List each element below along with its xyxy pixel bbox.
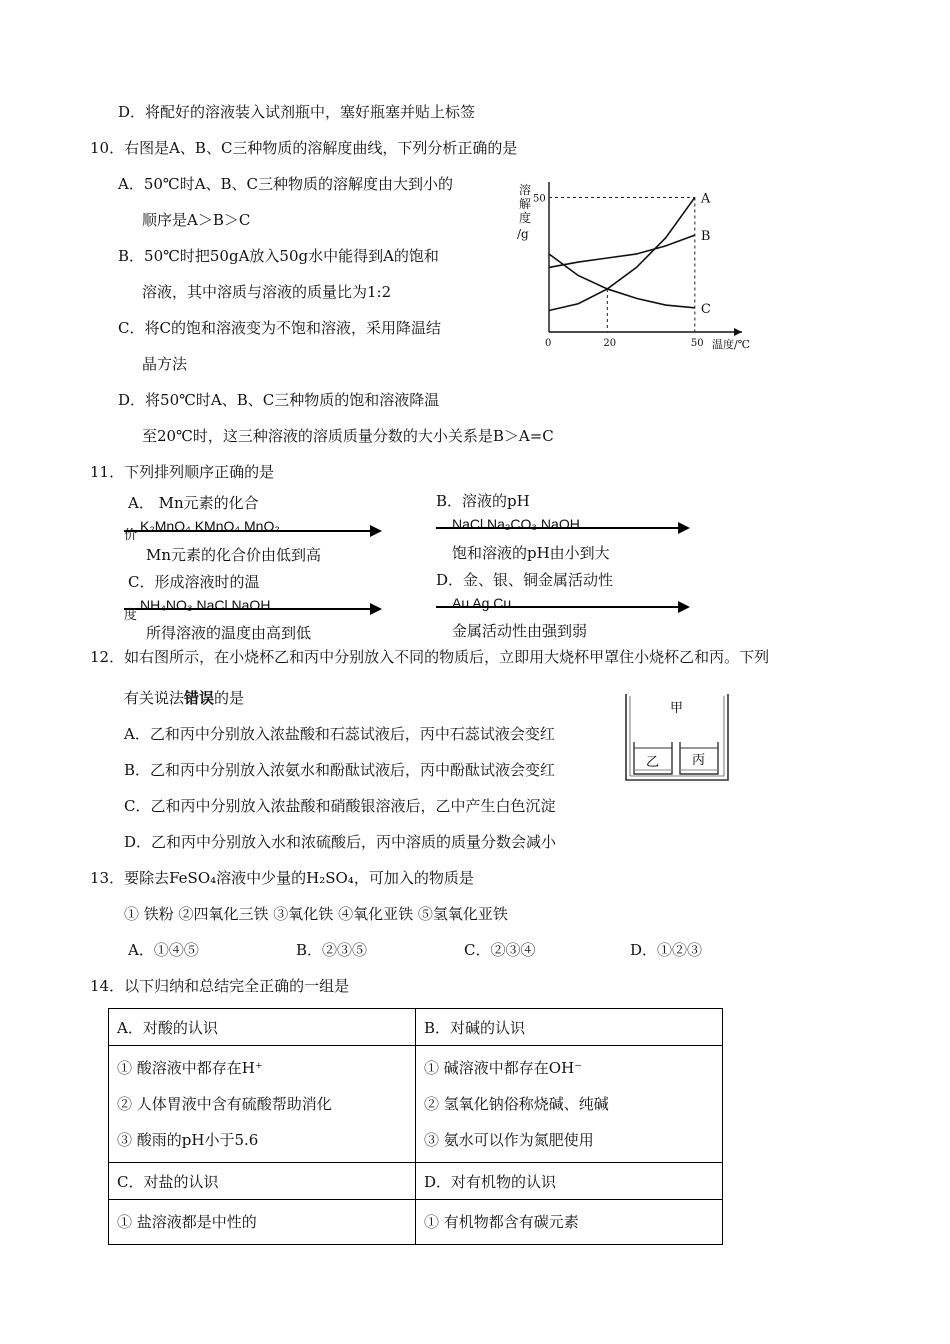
q12-emphasis: 错误	[184, 689, 215, 707]
q11-b-arrow	[436, 527, 688, 529]
x-tick-label: 20	[603, 338, 617, 349]
q14-stem: 14．以下归纳和总结完全正确的一组是	[90, 977, 350, 995]
cell-a-item: ② 人体胃液中含有硫酸帮助消化	[117, 1095, 332, 1113]
cell-d-body	[416, 1200, 723, 1245]
q10-option-a-cont: 顺序是A＞B＞C	[142, 211, 251, 229]
solubility-chart	[505, 170, 751, 355]
series-line-b	[549, 235, 695, 267]
series-line-c	[549, 254, 695, 308]
y-axis-label: 度	[519, 211, 532, 225]
x-tick-label: 0	[545, 338, 552, 349]
cell-c-head: C．对盐的认识	[109, 1163, 416, 1200]
q10-option-b: B．50℃时把50gA放入50g水中能得到A的饱和	[118, 247, 439, 265]
series-label-a: A	[700, 191, 711, 207]
q11-a-arrow	[124, 530, 380, 532]
q13-option-a: A．①④⑤	[128, 941, 199, 959]
cell-d-item: ① 有机物都含有碳元素	[424, 1213, 579, 1231]
series-label-b: B	[700, 229, 711, 245]
cell-b-item: ② 氢氧化钠俗称烧碱、纯碱	[424, 1095, 609, 1113]
q9-option-d: D．将配好的溶液装入试剂瓶中，塞好瓶塞并贴上标签	[118, 103, 476, 121]
q12-option-a: A．乙和丙中分别放入浓盐酸和石蕊试液后，丙中石蕊试液会变红	[124, 725, 555, 743]
q11-d-title: D．金、银、铜金属活动性	[436, 571, 614, 589]
cell-b-head: B．对碱的认识	[416, 1009, 723, 1046]
q11-a-title: A． Mn元素的化合	[128, 494, 259, 512]
q11-c-title-cont: 度	[124, 608, 138, 623]
cell-d-head: D．对有机物的认识	[416, 1163, 723, 1200]
y-axis-label: /g	[517, 227, 529, 241]
q13-stem: 13．要除去FeSO₄溶液中少量的H₂SO₄，可加入的物质是	[90, 869, 474, 887]
y-axis-label: 解	[519, 197, 532, 211]
q13-option-b: B．②③⑤	[296, 941, 368, 959]
cell-b-item: ① 碱溶液中都存在OH⁻	[424, 1059, 583, 1077]
q11-c-arrow	[124, 608, 380, 610]
q10-option-a: A．50℃时A、B、C三种物质的溶解度由大到小的	[118, 175, 454, 193]
q11-stem: 11．下列排列顺序正确的是	[90, 463, 275, 481]
q11-b-items: NaCl Na₂CO₃ NaOH	[452, 516, 580, 532]
q12-option-d: D．乙和丙中分别放入水和浓硫酸后，丙中溶质的质量分数会减小	[124, 833, 557, 851]
q12-option-b: B．乙和丙中分别放入浓氨水和酚酞试液后，丙中酚酞试液会变红	[124, 761, 556, 779]
beaker-label-bing: 丙	[692, 753, 706, 768]
q10-option-c: C．将C的饱和溶液变为不饱和溶液，采用降温结	[118, 319, 441, 337]
q11-d-note: 金属活动性由强到弱	[452, 622, 588, 640]
q11-b-note: 饱和溶液的pH由小到大	[452, 544, 610, 562]
cell-b-body	[416, 1046, 723, 1163]
q13-option-d: D．①②③	[630, 941, 703, 959]
q12-stem-cont: 有关说法错误的是	[124, 689, 245, 707]
q10-option-d-cont: 至20℃时，这三种溶液的溶质质量分数的大小关系是B＞A=C	[142, 427, 554, 445]
q13-items: ① 铁粉 ②四氧化三铁 ③氧化铁 ④氧化亚铁 ⑤氢氧化亚铁	[124, 905, 508, 923]
y-tick-label: 50	[533, 193, 546, 205]
q10-option-b-cont: 溶液，其中溶质与溶液的质量比为1:2	[142, 283, 392, 301]
x-axis-label: 温度/℃	[712, 338, 751, 351]
beaker-label-yi: 乙	[646, 755, 660, 770]
q13-option-c: C．②③④	[464, 941, 536, 959]
q11-b-title: B．溶液的pH	[436, 492, 530, 510]
beaker-label-jia: 甲	[670, 701, 684, 716]
cell-a-item: ① 酸溶液中都存在H⁺	[117, 1059, 263, 1077]
q11-c-items: NH₄NO₃ NaCl NaOH	[140, 597, 271, 613]
q12-option-c: C．乙和丙中分别放入浓盐酸和硝酸银溶液后，乙中产生白色沉淀	[124, 797, 556, 815]
q10-option-d: D．将50℃时A、B、C三种物质的饱和溶液降温	[118, 391, 440, 409]
cell-a-head: A．对酸的认识	[109, 1009, 416, 1046]
cell-c-body	[109, 1200, 416, 1245]
cell-a-item: ③ 酸雨的pH小于5.6	[117, 1131, 259, 1149]
q10-option-c-cont: 晶方法	[142, 355, 188, 373]
beaker-figure	[622, 690, 732, 786]
y-axis-label: 溶	[519, 183, 532, 197]
q11-d-items: Au Ag Cu	[452, 595, 512, 611]
x-axis-arrow	[734, 328, 742, 336]
series-label-c: C	[700, 301, 711, 317]
q12-stem: 12．如右图所示，在小烧杯乙和丙中分别放入不同的物质后，立即用大烧杯甲罩住小烧杯乙和丙。下列	[90, 648, 770, 666]
cell-b-item: ③ 氨水可以作为氮肥使用	[424, 1131, 594, 1149]
q14-table	[108, 1008, 723, 1245]
q11-a-items: K₂MnO₄ KMnO₄ MnO₂	[140, 518, 280, 534]
q11-c-note: 所得溶液的温度由高到低	[146, 624, 312, 642]
q11-d-arrow	[436, 606, 688, 608]
q11-c-title: C．形成溶液时的温	[128, 573, 260, 591]
cell-c-item: ① 盐溶液都是中性的	[117, 1213, 257, 1231]
q10-stem: 10．右图是A、B、C三种物质的溶解度曲线，下列分析正确的是	[90, 139, 518, 157]
q11-a-note: Mn元素的化合价由低到高	[146, 546, 322, 564]
q11-a-title-cont: 价	[124, 528, 138, 543]
x-tick-label: 50	[690, 338, 704, 349]
cell-a-body	[109, 1046, 416, 1163]
